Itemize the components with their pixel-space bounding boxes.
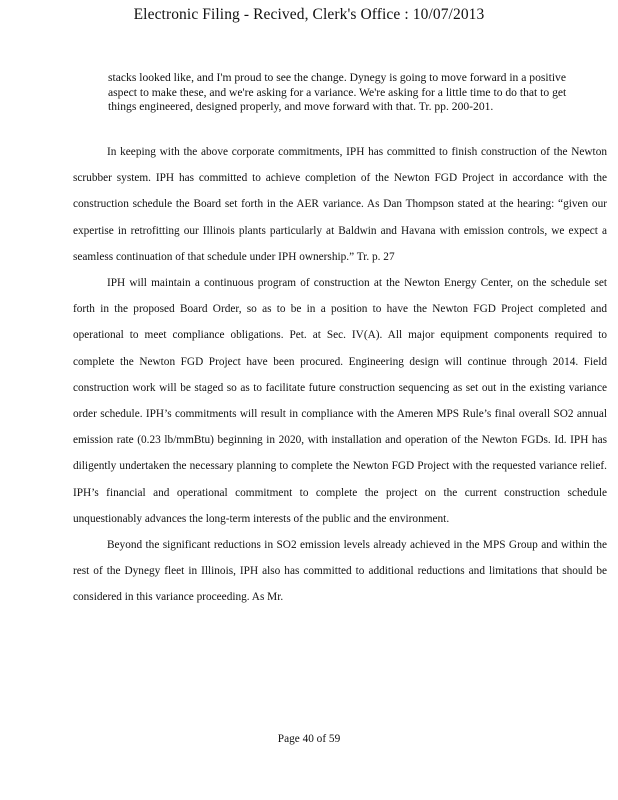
quote-text: stacks looked like, and I'm proud to see the change. Dynegy is going to move forward in a positive aspect to make these, and we're asking for a variance. We're asking for a little time to do that to get things engineered, designed properly, and move forward with that. Tr. pp. 200-201. — [108, 71, 567, 114]
paragraph-additional-reductions: Beyond the significant reductions in SO2 emission levels already achieved in the MPS Group and within the rest of the Dynegy fleet in Illinois, IPH also has committed to additional reductions and limitations that should be considered in this variance proceeding. As Mr. — [73, 539, 607, 604]
paragraph-construction-program: IPH will maintain a continuous program of construction at the Newton Energy Center, on the schedule set forth in the proposed Board Order, so as to be in a position to have the Newton FGD Project completed and operational to meet compliance obligations. Pet. at Sec. IV(A). All major equipment components required to complete the Newton FGD Project have been procured. Engineering design will continue through 2014. Field construction work will be staged so as to facilitate future construction sequencing as set out in the existing variance order schedule. IPH’s commitments will result in compliance with the Ameren MPS Rule’s final overall SO2 annual emission rate (0.23 lb/mmBtu) beginning in 2020, with installation and operation of the Newton FGDs. Id. IPH has diligently undertaken the necessary planning to complete the Newton FGD Project with the requested variance relief. IPH’s financial and operational commitment to complete the project on the current construction schedule unquestionably advances the long-term interests of the public and the environment. — [73, 277, 607, 525]
filing-header: Electronic Filing - Recived, Clerk's Office : 10/07/2013 — [133, 6, 485, 23]
block-quote — [108, 71, 568, 115]
page-number: Page 40 of 59 — [277, 733, 341, 745]
paragraph-commitments: In keeping with the above corporate commitments, IPH has committed to finish construction of the Newton scrubber system. IPH has committed to achieve completion of the Newton FGD Project in accordance with the construction schedule the Board set forth in the AER variance. As Dan Thompson stated at the hearing: “given our expertise in retrofitting our Illinois plants particularly at Baldwin and Havana with emission controls, we expect a seamless continuation of that schedule under IPH ownership.” Tr. p. 27 — [73, 146, 607, 263]
document-body — [73, 139, 607, 611]
